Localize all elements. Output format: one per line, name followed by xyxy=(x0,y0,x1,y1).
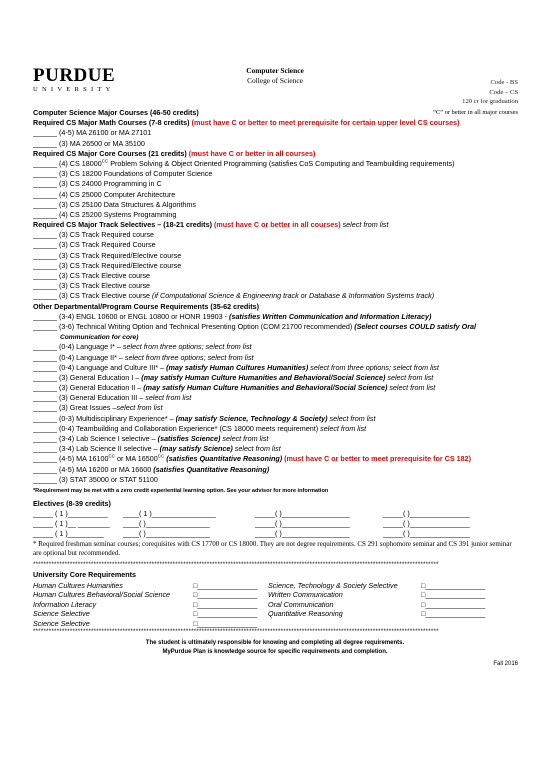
elective-blank: ____( )________________ xyxy=(123,519,210,529)
course-text: ______ (3) CS Track Required course xyxy=(33,230,155,240)
satisfies-note: (satisfies Quantitative Reasoning) xyxy=(164,454,283,464)
course-line xyxy=(33,342,518,352)
requirement-warning: (must have C or better to meet prerequisite for CS 182) xyxy=(282,454,472,464)
selection-hint: – select from three options; select from list xyxy=(118,352,254,362)
satisfies-note: (may satisfy Science) xyxy=(159,444,233,454)
section-heading xyxy=(33,118,518,128)
course-line xyxy=(33,414,518,424)
selection-hint: select from list xyxy=(340,220,389,230)
course-line xyxy=(33,465,518,475)
course-line xyxy=(33,251,518,261)
course-text: ______ (3) General Education II – xyxy=(33,383,144,393)
course-line xyxy=(33,424,518,434)
document-title-block xyxy=(200,66,350,85)
core-requirement-label: Science Selective xyxy=(33,618,90,628)
course-text: ______ (4-5) MA 26100 or MA 27101 xyxy=(33,128,152,138)
elective-row xyxy=(33,509,518,519)
course-line xyxy=(33,139,518,149)
course-text: ______ (3-4) Lab Science I selective – xyxy=(33,434,158,443)
course-line xyxy=(33,353,518,363)
course-text: ______ (3) General Education III – xyxy=(33,393,146,403)
elective-blank: _____ ( 1 )__ ________ xyxy=(33,519,110,529)
core-requirement-blank: □_______________ xyxy=(421,599,486,609)
core-requirement-label: Science, Technology & Society Selective xyxy=(268,580,398,590)
graduation-credits: 120 cr for graduation xyxy=(462,98,518,106)
course-text: ______ (0-4) Language and Culture III* – xyxy=(33,362,167,372)
selection-hint: select from list xyxy=(387,383,436,393)
course-text: ______ (0-4) Language I* xyxy=(33,342,117,352)
section-heading xyxy=(33,108,518,118)
requirement-warning: (must have C or better in all courses) xyxy=(188,148,316,158)
course-text: ______ (3) General Education I – xyxy=(33,372,142,382)
heading-text: Required CS Major Math Courses (7-8 credits) xyxy=(33,118,192,128)
course-line xyxy=(33,128,518,138)
section-heading xyxy=(33,220,518,230)
course-text: ______ (0-4) Teambuilding and Collaboration Experience* (CS 18000 meets requirement) xyxy=(33,423,321,433)
core-requirement-row xyxy=(33,590,518,600)
elective-blank: ____( )________________ xyxy=(123,529,210,539)
requirements-list xyxy=(33,108,518,637)
core-requirement-label: Human Cultures Humanities xyxy=(33,580,123,590)
core-requirement-blank: □_______________ xyxy=(193,618,258,628)
term-date: Fall 2016 xyxy=(493,661,518,668)
course-line xyxy=(33,281,518,291)
elective-blank: _____( )_______________ xyxy=(383,519,470,529)
core-requirement-label: Oral Communication xyxy=(268,599,334,609)
elective-blank: _____( )_________________ xyxy=(255,509,350,519)
corequisite-mark: CC xyxy=(101,158,109,164)
selection-hint: select from list xyxy=(145,393,192,403)
logo-wordmark: PURDUE xyxy=(33,65,116,86)
page-title: Computer Science xyxy=(246,66,304,75)
core-requirement-blank: □_______________ xyxy=(421,580,486,590)
selection-hint: select from three options; select from list xyxy=(308,362,439,372)
elective-blank: _____( )_______________ xyxy=(383,509,470,519)
core-requirement-blank: □_______________ xyxy=(421,609,486,619)
core-requirement-row xyxy=(33,609,518,619)
continued-note xyxy=(33,332,518,342)
major-code: Code – CS xyxy=(489,88,518,96)
course-text: ______ (3) CS Track Required Course xyxy=(33,240,156,250)
satisfies-note: (satisfies Written Communication and Information Literacy) xyxy=(229,311,432,321)
course-line xyxy=(33,444,518,454)
course-text: ______ (3) CS 24000 Programming in C xyxy=(33,179,162,189)
elective-row xyxy=(33,529,518,539)
core-requirement-label: Human Cultures Behavioral/Social Science xyxy=(33,590,171,600)
course-text: ______ (3) CS Track Required/Elective course xyxy=(33,250,182,260)
elective-blank: _____( )_________________ xyxy=(255,529,350,539)
footnote-text: *Requirement may be met with a zero credit experiential learning option. See your advisor for more information xyxy=(33,487,329,494)
plan-note: MyPurdue Plan is knowledge source for specific requirements and completion. xyxy=(162,649,388,656)
course-text: ______ (3) CS Track Required/Elective course xyxy=(33,260,182,270)
satisfies-note: (satisfies Science) xyxy=(157,434,221,443)
course-line xyxy=(33,240,518,250)
course-line xyxy=(33,393,518,403)
section-heading xyxy=(33,302,518,312)
grade-note: “C” or better in all major courses xyxy=(433,109,518,116)
core-requirement-row xyxy=(33,600,518,610)
course-text-continued: or MA 16500 xyxy=(115,454,158,464)
course-text-continued: Problem Solving & Object Oriented Programming (satisfies CoS Computing and Teambuilding requirements) xyxy=(108,158,455,168)
purdue-logo xyxy=(33,66,145,94)
selection-hint: select from list xyxy=(327,413,376,423)
selection-hint: select from list xyxy=(232,444,281,454)
course-line xyxy=(33,200,518,210)
core-requirement-blank: □_______________ xyxy=(421,590,486,600)
elective-blank: _____( )_________________ xyxy=(255,519,350,529)
course-text: ______ (3-6) Technical Writing Option and Technical Presenting Option (COM 21700 recommended) xyxy=(33,321,355,331)
elective-blank: ____( 1 )________________ xyxy=(123,509,216,519)
note-continuation: Communication for core) xyxy=(60,334,139,342)
divider-stars: ********************************************************************************************************************************************************** xyxy=(33,629,439,636)
course-line xyxy=(33,373,518,383)
selection-hint: – select from three options; select from list xyxy=(116,342,252,352)
university-core-heading: University Core Requirements xyxy=(33,570,137,580)
page-footer xyxy=(0,639,550,657)
college-name: College of Science xyxy=(247,75,303,85)
course-text: ______ (3) CS Track Elective course xyxy=(33,271,151,280)
core-requirement-blank: □_______________ xyxy=(193,599,258,609)
satisfies-note: (may satisfy Science, Technology & Society) xyxy=(175,413,328,423)
course-line xyxy=(33,363,518,373)
course-text: ______ (3) CS Track Elective course xyxy=(33,291,153,301)
course-text: ______ (3) STAT 35000 or STAT 51100 xyxy=(33,474,158,484)
course-text: ______ (4) CS 25200 Systems Programming xyxy=(33,209,177,219)
course-line xyxy=(33,454,518,464)
course-line xyxy=(33,210,518,220)
course-text: ______ (4-5) MA 16100 xyxy=(33,454,109,464)
logo-subtitle: UNIVERSITY xyxy=(33,86,115,93)
course-text: ______ (0-3) Multidisciplinary Experience* – xyxy=(33,413,176,423)
course-line xyxy=(33,159,518,169)
core-requirement-label: Information Literacy xyxy=(33,599,97,609)
requirement-warning: (must have C or better in all courses) xyxy=(213,220,341,230)
course-line xyxy=(33,291,518,301)
degree-code: Code - BS xyxy=(490,79,518,86)
elective-blank: _____ ( 1 )__________ xyxy=(33,509,108,519)
selection-hint: select from list xyxy=(116,403,163,413)
course-line xyxy=(33,403,518,413)
heading-text: Required CS Major Track Selectives – (18-21 credits) xyxy=(33,220,214,230)
requirement-footnote xyxy=(33,485,518,495)
course-line xyxy=(33,261,518,271)
selection-hint: select from list xyxy=(385,372,434,382)
requirement-warning: (must have C or better to meet prerequisite for certain upper level CS courses) xyxy=(191,118,460,128)
course-text: ______ (4) CS 18000 xyxy=(33,158,102,168)
course-line xyxy=(33,179,518,189)
satisfies-note: (satisfies Quantitative Reasoning) xyxy=(153,464,270,474)
course-line xyxy=(33,190,518,200)
course-text: ______ (3) CS Track Elective course xyxy=(33,281,151,291)
corequisite-mark: CC xyxy=(108,454,116,459)
course-line xyxy=(33,434,518,444)
course-line xyxy=(33,383,518,393)
course-text: ______ (3-4) ENGL 10600 or ENGL 10800 or HONR 19903 - xyxy=(33,311,230,321)
course-line xyxy=(33,169,518,179)
satisfies-note: (may satisfy Human Cultures Humanities) xyxy=(166,362,309,372)
course-line xyxy=(33,230,518,240)
core-requirement-row xyxy=(33,581,518,591)
course-text: ______ (4-5) MA 16200 or MA 16600 xyxy=(33,464,154,474)
corequisite-mark: CC xyxy=(157,454,165,459)
responsibility-note: The student is ultimately responsible for knowing and completing all degree requirements. xyxy=(145,640,405,647)
course-text: ______ (3) MA 26500 or MA 35100 xyxy=(33,138,145,148)
core-requirement-row xyxy=(33,619,518,629)
elective-blank: _____ ( 1 )_________ xyxy=(33,529,104,539)
core-requirement-label: Written Communication xyxy=(268,590,343,600)
selection-hint: select from list xyxy=(220,434,269,443)
course-text: ______ (0-4) Language II* xyxy=(33,352,119,362)
core-requirement-blank: □_______________ xyxy=(193,590,258,600)
core-requirement-blank: □_______________ xyxy=(193,580,258,590)
course-line xyxy=(33,312,518,322)
divider-stars: ********************************************************************************************************************************************************** xyxy=(33,562,439,569)
course-line xyxy=(33,271,518,281)
course-line xyxy=(33,475,518,485)
heading-text: Required CS Major Core Courses (21 credits) xyxy=(33,148,189,158)
elective-blank: _____( )_______________ xyxy=(383,529,470,539)
course-text: ______ (3) Great Issues – xyxy=(33,403,117,413)
seminar-footnote: * Required freshman seminar courses; corequisites with CS 17700 or CS 18000. They are not degree requirements. CS 291 sophomore seminar and CS 391 junior seminar are optional but recommended. xyxy=(33,540,512,558)
course-text: ______ (3) CS 18200 Foundations of Computer Science xyxy=(33,169,213,179)
satisfies-note: (may satisfy Human Culture Humanities and Behavioral/Social Science) xyxy=(143,383,388,393)
heading-text: Computer Science Major Courses (46-50 credits) xyxy=(33,108,199,117)
satisfies-note: (Select courses COULD satisfy Oral xyxy=(354,321,477,331)
heading-text: Other Departmental/Program Course Requirements (35-62 credits) xyxy=(33,301,260,311)
elective-row xyxy=(33,519,518,529)
core-requirement-blank: □_______________ xyxy=(193,609,258,619)
satisfies-note: (may satisfy Human Culture Humanities and Behavioral/Social Science) xyxy=(141,372,386,382)
course-line xyxy=(33,322,518,332)
course-text: ______ (3) CS 25100 Data Structures & Algorithms xyxy=(33,199,197,209)
selection-hint: select from list xyxy=(320,423,367,433)
core-requirement-label: Quantitative Reasoning xyxy=(268,609,343,619)
core-requirement-label: Science Selective xyxy=(33,609,90,619)
electives-heading: Electives (8-39 credits) xyxy=(33,499,111,509)
course-text: ______ (3-4) Lab Science II selective – xyxy=(33,444,160,454)
course-text: ______ (4) CS 25000 Computer Architecture xyxy=(33,189,176,199)
code-block xyxy=(462,78,518,107)
selection-hint: (if Computational Science & Engineering track or Database & Information Systems track) xyxy=(152,291,435,301)
section-heading xyxy=(33,149,518,159)
